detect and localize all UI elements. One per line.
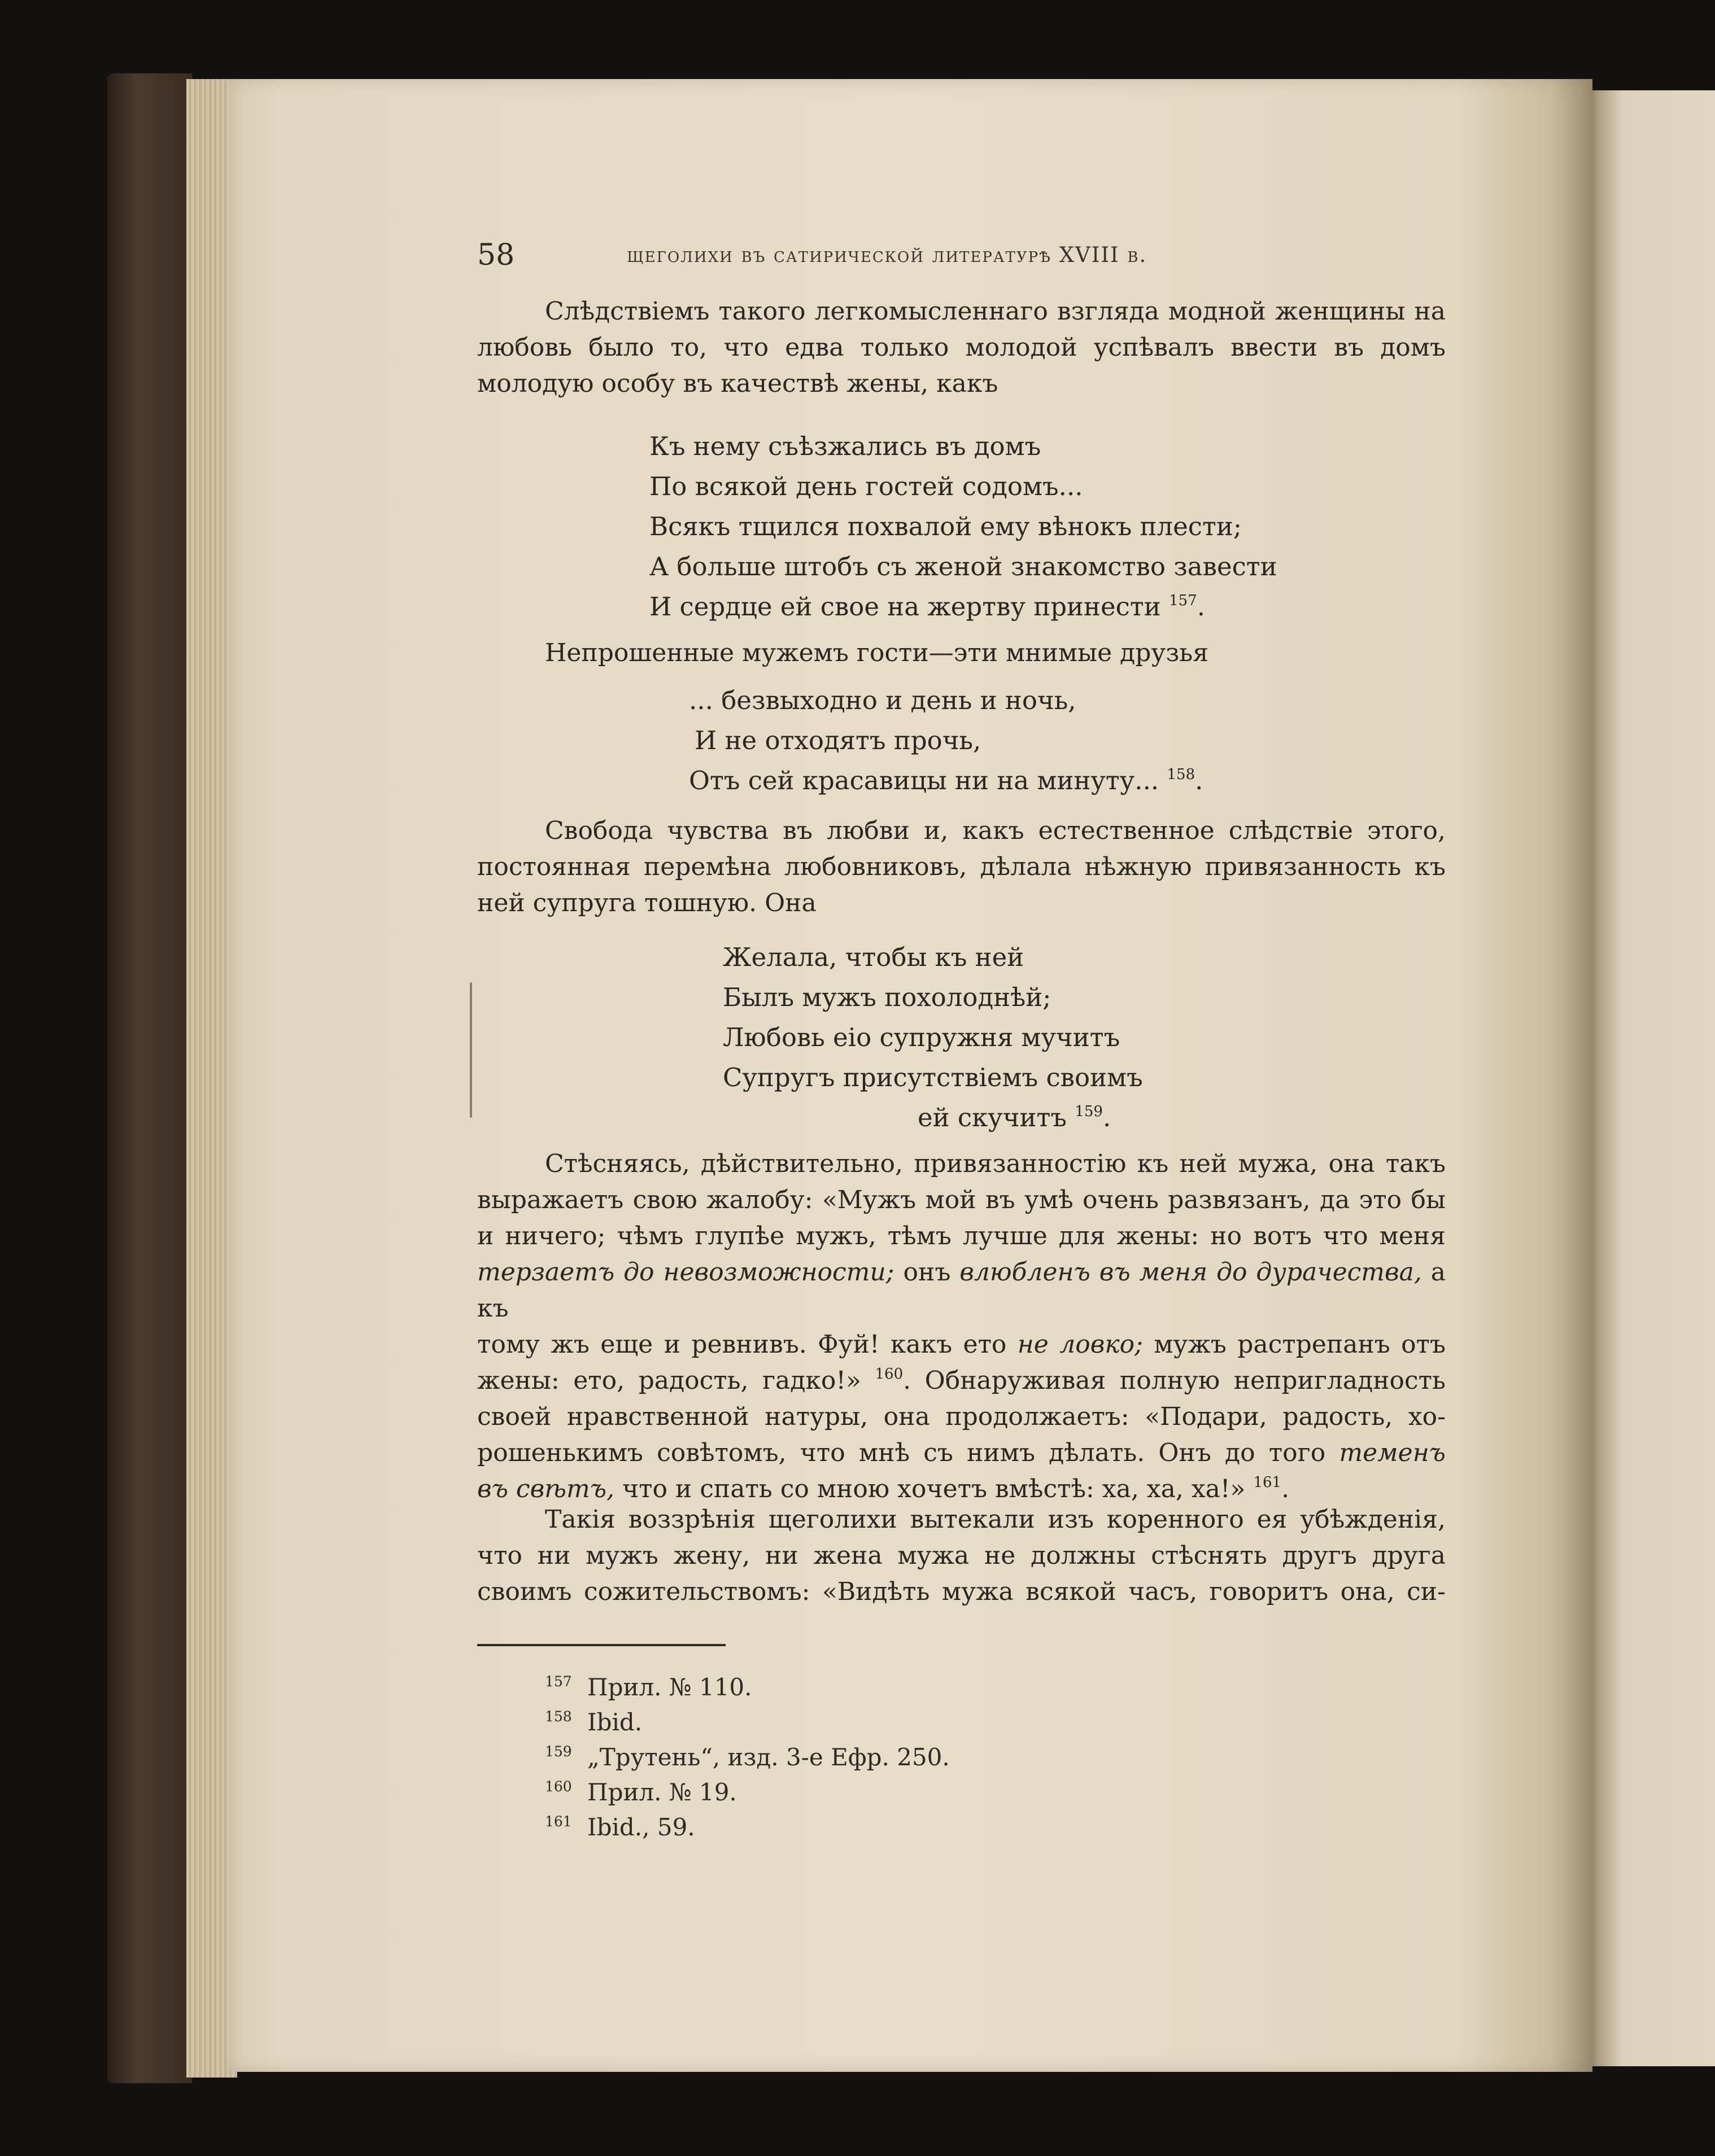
footnote-ref-161[interactable]: 161 [1253, 1474, 1282, 1491]
text-line: Свобода чувства въ любви и, какъ естественное слѣдствіе этого, [545, 816, 1446, 845]
text-line: и ничего; чѣмъ глупѣе мужъ, тѣмъ лучше для жены: но вотъ что меня [477, 1222, 1446, 1250]
footnote-separator [477, 1644, 726, 1646]
footnote-number: 157 [545, 1673, 572, 1690]
verse-line: Любовь еіо супружня мучитъ [723, 1022, 1120, 1052]
footnote-text: „Трутень“, изд. 3-е Ефр. 250. [587, 1743, 950, 1771]
text-span: . Обнаруживая полную непригладность [903, 1366, 1446, 1395]
paragraph-4 [477, 1146, 1446, 1507]
text-line [477, 1363, 1446, 1399]
footnote-159 [545, 1734, 950, 1769]
verse-end: . [1197, 592, 1206, 622]
footnote-158 [545, 1699, 950, 1734]
verse-line: По всякой день гостей содомъ... [649, 471, 1083, 501]
running-title: щеголихи въ сатирической литературѣ XVIII в. [627, 243, 1147, 267]
text-line: постоянная перемѣна любовниковъ, дѣлала нѣжную привязанность къ [477, 852, 1446, 881]
text-line: любовь было то, что едва только молодой успѣвалъ ввести въ домъ [477, 333, 1446, 362]
verse-text: Отъ сей красавицы ни на минуту... [689, 766, 1159, 795]
text-line: что ни мужъ жену, ни жена мужа не должны стѣснять другъ друга [477, 1541, 1446, 1570]
verse-line: Супругъ присутствіемъ своимъ [723, 1062, 1143, 1092]
footnote-ref-157[interactable]: 157 [1169, 592, 1197, 609]
footnote-number: 161 [545, 1813, 572, 1830]
italic-text: терзаетъ до невозможности; [477, 1258, 894, 1287]
verse-quote-1 [649, 426, 1277, 627]
italic-text: не ловко; [1017, 1330, 1143, 1359]
text-span: . [1281, 1475, 1290, 1503]
italic-text: влюбленъ въ меня до дурачества, [959, 1258, 1422, 1287]
verse-line: Къ нему съѣзжались въ домъ [649, 431, 1041, 461]
verse-line [723, 1097, 1143, 1138]
text-line [477, 1435, 1446, 1471]
verse-line: А больше штобъ съ женой знакомство завести [649, 552, 1277, 581]
footnote-ref-158[interactable]: 158 [1167, 766, 1195, 783]
verse-end: . [1102, 1103, 1111, 1132]
text-line: Слѣдствіемъ такого легкомысленнаго взгляда модной женщины на [545, 297, 1446, 326]
text-span: что и спать со мною хочетъ вмѣстѣ: ха, ха, ха!» [614, 1475, 1254, 1503]
text-line: молодую особу въ качествѣ жены, какъ [477, 369, 998, 398]
footnote-number: 159 [545, 1743, 572, 1760]
verse-line: ... безвыходно и день и ночь, [689, 685, 1076, 715]
verse-line: Былъ мужъ похолоднѣй; [723, 982, 1051, 1012]
verse-line: Желала, чтобы къ ней [723, 942, 1024, 972]
footnote-number: 158 [545, 1708, 572, 1725]
footnote-ref-160[interactable]: 160 [875, 1366, 904, 1383]
footnote-161 [545, 1804, 950, 1839]
italic-text: въ свѣтъ, [477, 1475, 615, 1503]
paragraph-1 [477, 294, 1446, 402]
footnote-text: Прил. № 19. [587, 1778, 737, 1806]
verse-text: ей скучитъ [918, 1103, 1067, 1132]
footnote-160 [545, 1769, 950, 1804]
text-line: выражаетъ свою жалобу: «Мужъ мой въ умѣ очень развязанъ, да это бы [477, 1186, 1446, 1214]
footnote-text: Ibid., 59. [587, 1813, 695, 1841]
page-number: 58 [477, 238, 515, 272]
verse-line: И не отходятъ прочь, [695, 725, 981, 755]
text-span: мужъ растрепанъ отъ [1142, 1330, 1446, 1359]
paragraph-2 [477, 635, 1446, 671]
text-span: тому жъ еще и ревнивъ. Фуй! какъ ето [477, 1330, 1018, 1359]
text-line [477, 1254, 1446, 1327]
margin-pencil-mark [470, 982, 472, 1118]
text-line: ней супруга тошную. Она [477, 889, 817, 917]
text-line: своимъ сожительствомъ: «Видѣть мужа всякой часъ, говоритъ она, си- [477, 1577, 1446, 1606]
text-span: рошенькимъ совѣтомъ, что мнѣ съ нимъ дѣлать. Онъ до того [477, 1438, 1339, 1467]
verse-line [649, 587, 1277, 627]
running-head [477, 238, 1437, 278]
paragraph-5 [477, 1502, 1446, 1610]
footnote-text: Ibid. [587, 1708, 643, 1736]
footnote-number: 160 [545, 1778, 572, 1795]
verse-text: И сердце ей свое на жертву принести [649, 592, 1161, 622]
footnote-157 [545, 1664, 950, 1699]
text-span: онъ [894, 1258, 960, 1287]
text-span: жены: ето, радость, гадко!» [477, 1366, 875, 1395]
verse-line [689, 760, 1203, 801]
text-line: Непрошенные мужемъ гости—эти мнимые друзья [545, 639, 1209, 667]
paragraph-3 [477, 813, 1446, 921]
footnote-text: Прил. № 110. [587, 1673, 752, 1701]
verse-quote-2 [689, 680, 1203, 801]
verse-end: . [1195, 766, 1203, 795]
footnotes [545, 1664, 950, 1839]
verse-line: Всякъ тщился похвалой ему вѣнокъ плести; [649, 511, 1242, 541]
text-span: а къ [477, 1258, 1446, 1323]
text-line [477, 1327, 1446, 1363]
verse-quote-3 [723, 937, 1143, 1138]
text-line: Такія воззрѣнія щеголихи вытекали изъ коренного ея убѣжденія, [545, 1505, 1446, 1534]
text-line: своей нравственной натуры, она продолжаетъ: «Подари, радость, хо- [477, 1402, 1446, 1431]
text-line: Стѣсняясь, дѣйствительно, привязанностію къ ней мужа, она такъ [545, 1149, 1446, 1178]
italic-text: теменъ [1339, 1438, 1446, 1467]
footnote-ref-159[interactable]: 159 [1075, 1103, 1103, 1120]
